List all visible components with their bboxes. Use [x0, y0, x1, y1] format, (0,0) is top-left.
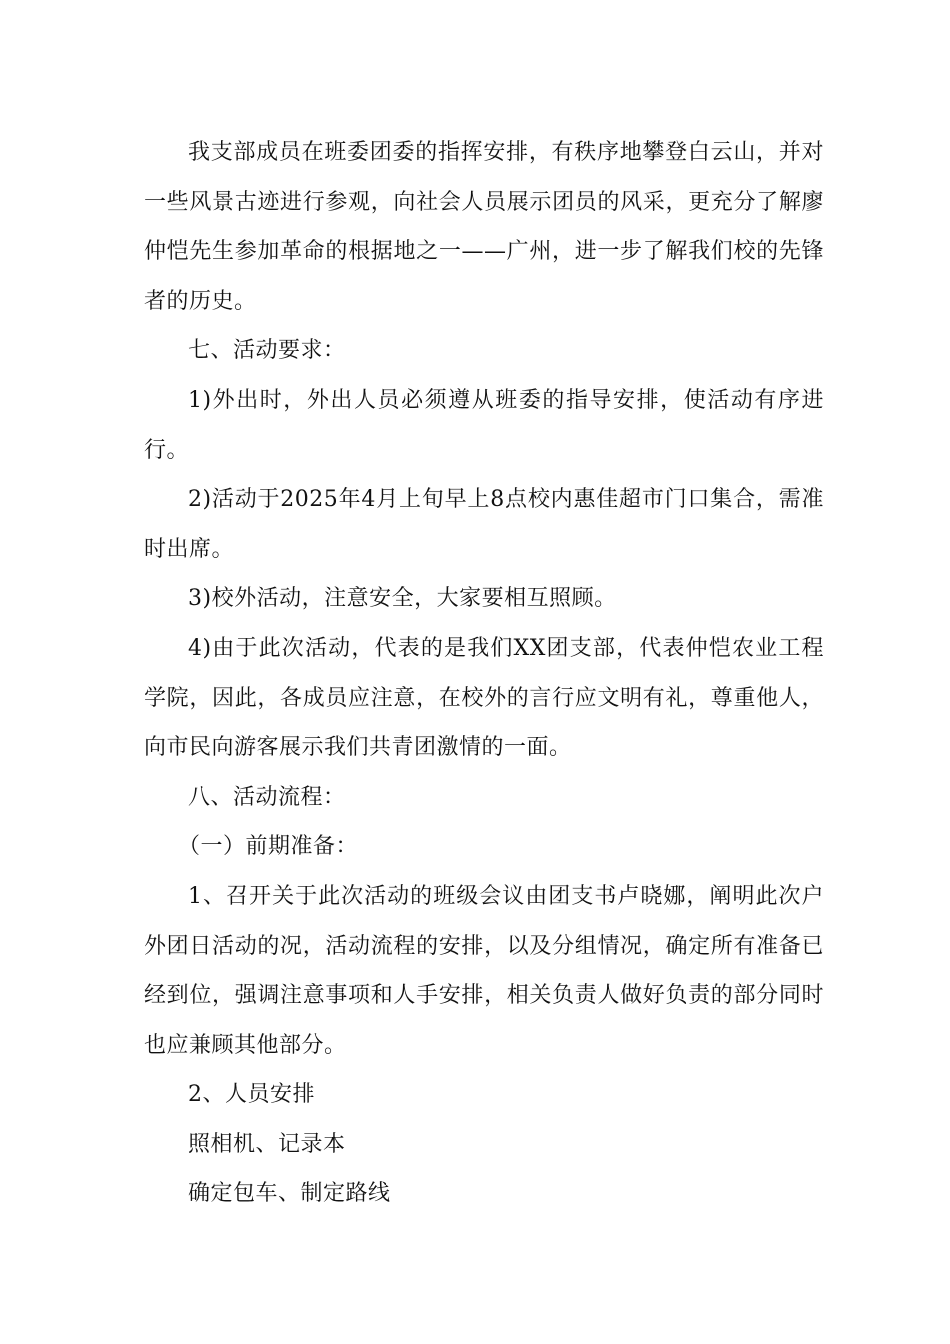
requirement-item-4: 4)由于此次活动，代表的是我们XX团支部，代表仲恺农业工程学院，因此，各成员应注意，在校外的言行应文明有礼，尊重他人，向市民向游客展示我们共青团激情的一面。: [144, 635, 824, 761]
equipment-line: 照相机、记录本: [188, 1131, 346, 1157]
requirement-item-2: 2)活动于2025年4月上旬早上8点校内惠佳超市门口集合，需准时出席。: [144, 487, 824, 562]
subheading-preparation: （一）前期准备：: [178, 834, 359, 860]
paragraph-intro: 我支部成员在班委团委的指挥安排，有秩序地攀登白云山，并对一些风景古迹进行参观，向社会人员展示团员的风采，更充分了解廖仲恺先生参加革命的根据地之一——广州，进一步了解我们校的先锋者的历史。: [144, 140, 824, 314]
requirement-item-3: 3)校外活动，注意安全，大家要相互照顾。: [188, 586, 617, 612]
requirement-item-1: 1)外出时，外出人员必须遵从班委的指导安排，使活动有序进行。: [144, 387, 824, 463]
process-item-1: 1、召开关于此次活动的班级会议由团支书卢晓娜，阐明此次户外团日活动的况，活动流程的安排，以及分组情况，确定所有准备已经到位，强调注意事项和人手安排，相关负责人做好负责的部分同时也应兼顾其他部分。: [144, 883, 824, 1058]
process-item-2: 2、人员安排: [188, 1082, 315, 1108]
heading-process: 八、活动流程：: [188, 784, 346, 810]
document-page: [144, 128, 824, 1219]
heading-requirements: 七、活动要求：: [188, 338, 346, 364]
transport-line: 确定包车、制定路线: [188, 1181, 391, 1207]
